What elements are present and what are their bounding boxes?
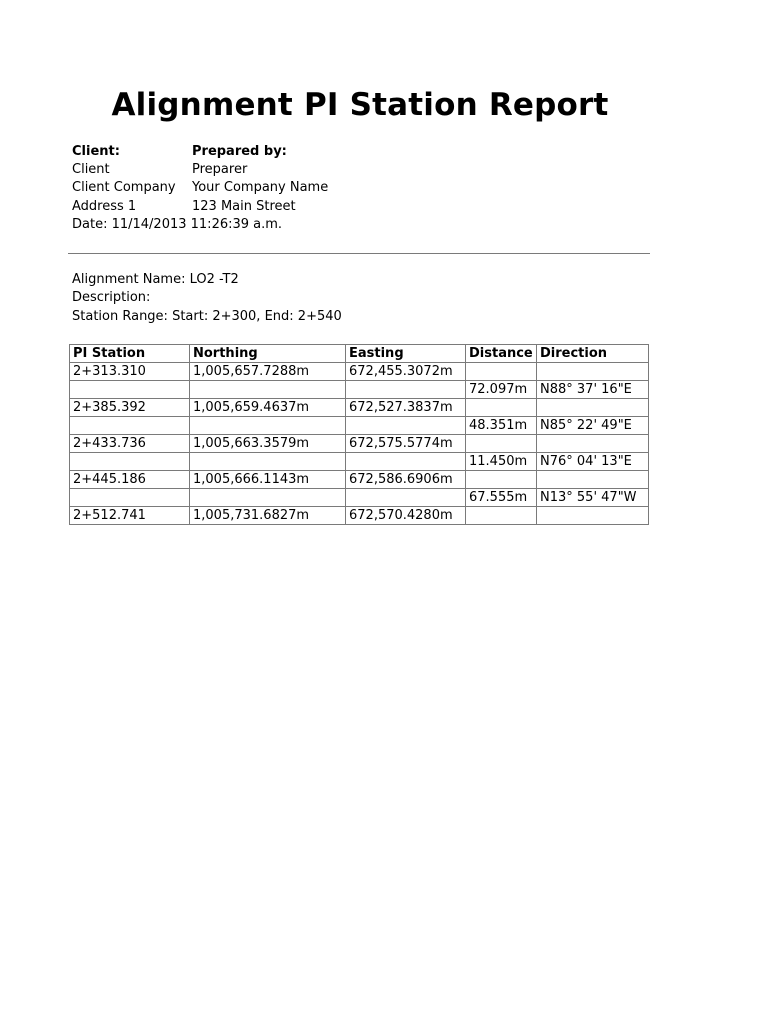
cell-easting: 672,527.3837m: [346, 399, 466, 417]
table-row: [70, 471, 649, 489]
client-heading: Client:: [72, 144, 120, 159]
cell-distance: [466, 507, 537, 525]
cell-distance: 11.450m: [466, 453, 537, 471]
info-company-row: [72, 179, 392, 197]
cell-distance: [466, 471, 537, 489]
cell-direction: [537, 435, 649, 453]
cell-distance: 67.555m: [466, 489, 537, 507]
cell-pi-station: 2+512.741: [70, 507, 190, 525]
cell-direction: N76° 04' 13"E: [537, 453, 649, 471]
prepared-by-heading: Prepared by:: [192, 144, 287, 159]
cell-easting: 672,455.3072m: [346, 363, 466, 381]
cell-direction: N88° 37' 16"E: [537, 381, 649, 399]
cell-northing: 1,005,663.3579m: [190, 435, 346, 453]
client-company: Client Company: [72, 180, 176, 196]
cell-northing: 1,005,731.6827m: [190, 507, 346, 525]
table-row: [70, 381, 649, 399]
alignment-name: Alignment Name: LO2 -T2: [72, 272, 239, 287]
header-northing: Northing: [190, 345, 346, 363]
cell-northing: [190, 417, 346, 435]
info-heading-row: [72, 143, 392, 161]
cell-northing: 1,005,666.1143m: [190, 471, 346, 489]
cell-distance: [466, 399, 537, 417]
cell-pi-station: 2+385.392: [70, 399, 190, 417]
alignment-description: Description:: [72, 290, 151, 306]
cell-northing: [190, 453, 346, 471]
table-row: [70, 363, 649, 381]
header-pi-station: PI Station: [70, 345, 190, 363]
cell-direction: [537, 363, 649, 381]
station-range: Station Range: Start: 2+300, End: 2+540: [72, 308, 342, 324]
table-row: [70, 507, 649, 525]
table-row: [70, 435, 649, 453]
header-direction: Direction: [537, 345, 649, 363]
section-divider: [68, 253, 650, 254]
info-name-row: [72, 161, 392, 179]
client-name: Client: [72, 162, 110, 178]
cell-pi-station: [70, 417, 190, 435]
cell-distance: [466, 435, 537, 453]
cell-northing: 1,005,657.7288m: [190, 363, 346, 381]
cell-direction: N13° 55' 47"W: [537, 489, 649, 507]
cell-pi-station: 2+433.736: [70, 435, 190, 453]
cell-easting: [346, 453, 466, 471]
cell-pi-station: [70, 453, 190, 471]
header-distance: Distance: [466, 345, 537, 363]
cell-direction: [537, 471, 649, 489]
report-date: Date: 11/14/2013 11:26:39 a.m.: [72, 216, 283, 232]
cell-pi-station: [70, 381, 190, 399]
cell-easting: 672,570.4280m: [346, 507, 466, 525]
cell-easting: [346, 417, 466, 435]
info-date-row: [72, 216, 392, 234]
cell-northing: [190, 489, 346, 507]
alignment-meta: [72, 271, 342, 326]
cell-easting: [346, 381, 466, 399]
client-preparer-block: [72, 143, 392, 234]
table-row: [70, 453, 649, 471]
cell-pi-station: 2+313.310: [70, 363, 190, 381]
cell-easting: 672,575.5774m: [346, 435, 466, 453]
preparer-company: Your Company Name: [192, 180, 329, 196]
cell-northing: [190, 381, 346, 399]
cell-direction: [537, 507, 649, 525]
cell-direction: [537, 399, 649, 417]
cell-distance: 48.351m: [466, 417, 537, 435]
cell-easting: [346, 489, 466, 507]
client-address: Address 1: [72, 198, 137, 214]
header-easting: Easting: [346, 345, 466, 363]
info-address-row: [72, 198, 392, 216]
table-row: [70, 489, 649, 507]
report-title: Alignment PI Station Report: [111, 87, 609, 123]
cell-easting: 672,586.6906m: [346, 471, 466, 489]
cell-distance: 72.097m: [466, 381, 537, 399]
table-row: [70, 399, 649, 417]
preparer-name: Preparer: [192, 162, 248, 178]
cell-pi-station: 2+445.186: [70, 471, 190, 489]
preparer-street: 123 Main Street: [192, 198, 296, 214]
cell-pi-station: [70, 489, 190, 507]
pi-station-table: [69, 344, 649, 525]
cell-northing: 1,005,659.4637m: [190, 399, 346, 417]
cell-distance: [466, 363, 537, 381]
cell-direction: N85° 22' 49"E: [537, 417, 649, 435]
table-header-row: [70, 345, 649, 363]
table-row: [70, 417, 649, 435]
